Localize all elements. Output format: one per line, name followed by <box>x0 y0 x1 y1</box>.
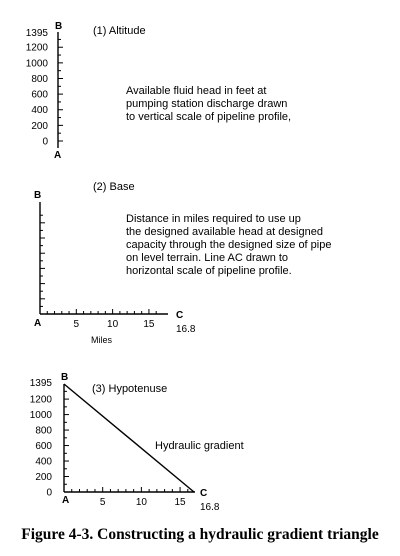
panel-hypotenuse-end-label: C <box>200 488 208 499</box>
panel-hypotenuse-x-tick-label: 10 <box>135 497 147 508</box>
panel-base-x-tick-label: 5 <box>73 319 80 330</box>
panel-base-text-line-1: Distance in miles required to use up <box>126 213 301 225</box>
figure-caption: Figure 4-3. Constructing a hydraulic gradient triangle <box>21 526 379 543</box>
panel-altitude-text-line-2: pumping station discharge drawn <box>126 98 288 110</box>
panel-base-text-line-3: capacity through the designed size of pipe <box>126 239 332 251</box>
panel-hypotenuse-x-max-label: 16.8 <box>200 502 220 513</box>
panel-base-x-max-label: 16.8 <box>176 324 196 335</box>
panel-hypotenuse-top-label: B <box>61 372 69 383</box>
panel-altitude-y-tick-label: 200 <box>31 120 48 132</box>
panel-altitude-text-line-1: Available fluid head in feet at <box>126 85 267 97</box>
panel-altitude-y-tick-label: 1200 <box>25 42 48 54</box>
panel-hypotenuse-x-tick-label: 15 <box>174 497 186 508</box>
panel-base-x-ticks <box>47 309 156 330</box>
panel-base-x-tick-label: 15 <box>143 319 155 330</box>
panel-altitude-title: (1) Altitude <box>93 25 146 37</box>
panel-hypotenuse-origin-label: A <box>62 495 70 506</box>
panel-base-title: (2) Base <box>93 181 135 193</box>
panel-hypotenuse-y-tick-label: 200 <box>35 472 52 484</box>
panel-altitude-y-max-label: 1395 <box>25 28 48 39</box>
panel-hypotenuse-y-tick-label: 1000 <box>29 410 52 422</box>
panel-base-x-label: Miles <box>91 335 113 345</box>
panel-base-text-line-4: on level terrain. Line AC drawn to <box>126 252 289 264</box>
panel-altitude-y-tick-label: 1000 <box>25 58 48 70</box>
hydraulic-gradient-line <box>64 384 194 492</box>
panel-hypotenuse-x-tick-label: 5 <box>99 497 106 508</box>
panel-hypotenuse-title: (3) Hypotenuse <box>92 383 168 395</box>
panel-hypotenuse-y-tick-label: 800 <box>35 425 52 437</box>
panel-altitude-text-line-3: to vertical scale of pipeline profile, <box>126 111 292 123</box>
panel-hypotenuse-y-tick-label: 1200 <box>29 394 52 406</box>
panel-base-vertical-ticks <box>40 215 45 314</box>
panel-altitude-y-tick-label: 600 <box>31 89 48 101</box>
panel-hypotenuse-x-ticks <box>72 487 188 508</box>
panel-hypotenuse <box>30 372 244 513</box>
panel-base-top-label: B <box>34 190 42 201</box>
panel-hypotenuse-y-max-label: 1395 <box>29 378 52 389</box>
panel-altitude <box>26 21 291 161</box>
panel-hypotenuse-y-tick-label: 600 <box>35 441 52 453</box>
panel-hypotenuse-line-label: Hydraulic gradient <box>155 440 244 452</box>
panel-altitude-bottom-label: A <box>54 150 62 161</box>
panel-altitude-y-tick-label: 800 <box>31 73 48 85</box>
panel-base-text-line-5: horizontal scale of pipeline profile. <box>126 265 292 277</box>
panel-altitude-y-tick-label: 400 <box>31 105 48 117</box>
panel-hypotenuse-y-tick-label: 400 <box>35 456 52 468</box>
panel-hypotenuse-vertical-ticks <box>30 391 69 498</box>
panel-altitude-top-label: B <box>55 21 63 32</box>
panel-altitude-y-tick-label: 0 <box>42 136 48 148</box>
panel-hypotenuse-y-tick-label: 0 <box>46 487 52 499</box>
panel-base <box>34 181 331 345</box>
panel-base-x-tick-label: 10 <box>107 319 119 330</box>
panel-base-end-label: C <box>176 310 184 321</box>
panel-base-origin-label: A <box>34 318 42 329</box>
panel-base-text-line-2: the designed available head at designed <box>126 226 323 238</box>
